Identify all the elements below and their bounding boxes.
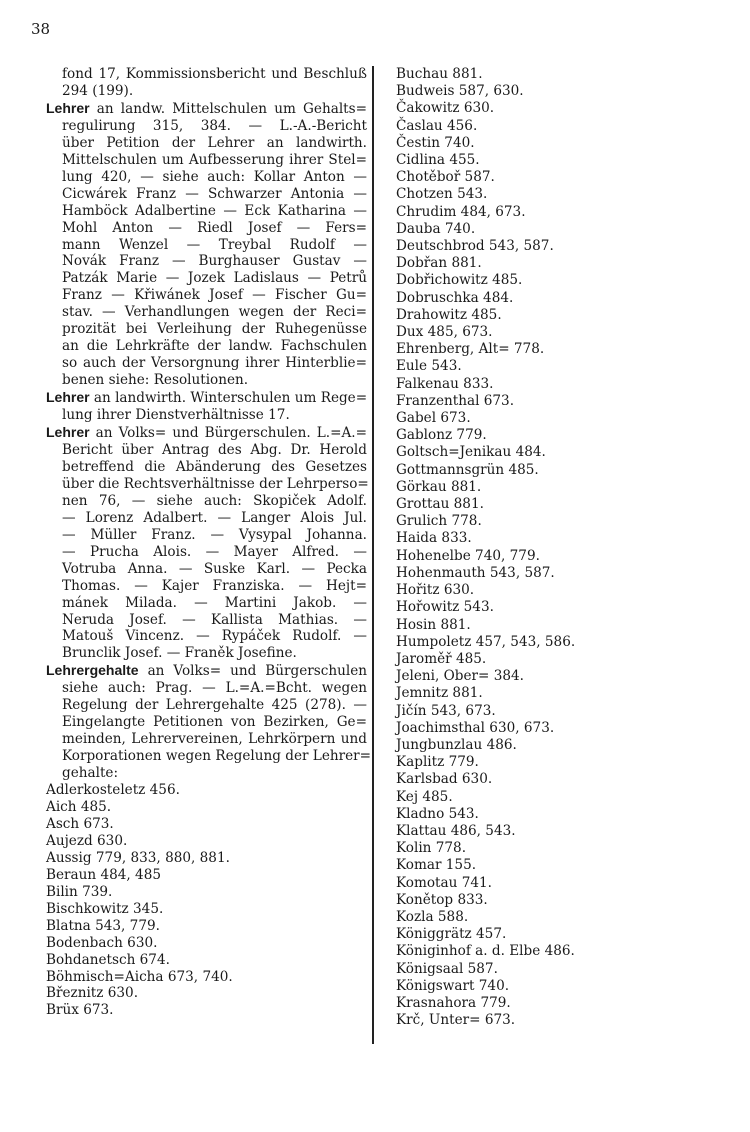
index-entry [46, 66, 367, 100]
place-entry: Časlau 456. [396, 117, 478, 134]
entry-line: Korporationen wegen Regelung der Lehrer= [62, 748, 372, 765]
place-entry: Königinhof a. d. Elbe 486. [396, 943, 575, 960]
place-entry: Haida 833. [396, 530, 472, 547]
entry-line: Thomas. — Kajer Franziska. — Hejt= [62, 577, 367, 594]
page-number: 38 [31, 20, 51, 38]
entry-line [46, 389, 367, 407]
place-entry: Bodenbach 630. [46, 934, 158, 951]
entry-line: 294 (199). [62, 82, 134, 99]
place-entry: Jaroměř 485. [396, 650, 487, 667]
place-entry: Aussig 779, 833, 880, 881. [46, 849, 230, 866]
place-entry: Hořitz 630. [396, 582, 475, 599]
entry-line [46, 424, 367, 442]
place-entry: Beraun 484, 485 [46, 866, 162, 883]
entry-line: über Petition der Lehrer an landwirth. [62, 134, 367, 151]
entry-line: Mohl Anton — Riedl Josef — Fers= [62, 219, 367, 236]
entry-line: mánek Milada. — Martini Jakob. — [62, 594, 367, 611]
place-entry: Chotzen 543. [396, 186, 488, 203]
entry-line: Mittelschulen um Aufbesserung ihrer Stel= [62, 151, 367, 168]
place-entry: Hohenelbe 740, 779. [396, 547, 540, 564]
place-entry: Čakowitz 630. [396, 100, 495, 117]
entry-line: — Prucha Alois. — Mayer Alfred. — [62, 543, 367, 560]
place-entry: Dobruschka 484. [396, 289, 514, 306]
entry-line: Eingelangte Petitionen von Bezirken, Ge= [62, 714, 367, 731]
place-entry: Komar 155. [396, 857, 477, 874]
place-entry: Chrudim 484, 673. [396, 203, 526, 220]
place-entry: Dux 485, 673. [396, 324, 493, 341]
place-entry: Joachimsthal 630, 673. [396, 719, 555, 736]
entry-line: Hamböck Adalbertine — Eck Katharina — [62, 202, 367, 219]
entry-line: lung 420, — siehe auch: Kollar Anton — [62, 168, 367, 185]
entry-line: so auch der Versorgnung ihrer Hinterblie= [62, 355, 367, 372]
place-entry: Grottau 881. [396, 496, 484, 513]
entry-line: Bericht über Antrag des Abg. Dr. Herold [62, 441, 367, 458]
entry-line: mann Wenzel — Treybal Rudolf — [62, 236, 367, 253]
column-divider [372, 66, 374, 1044]
entry-line: prozität bei Verleihung der Ruhegenüsse [62, 321, 367, 338]
place-entry: Gablonz 779. [396, 427, 487, 444]
entry-line: Cicwárek Franz — Schwarzer Antonia — [62, 185, 367, 202]
place-entry: Krč, Unter= 673. [396, 1012, 516, 1029]
place-entry: Gottmannsgrün 485. [396, 461, 539, 478]
entry-line: lung ihrer Dienstverhältnisse 17. [62, 407, 290, 424]
place-entry: Goltsch=Jenikau 484. [396, 444, 546, 461]
place-entry: Hosin 881. [396, 616, 471, 633]
place-entry: Konětop 833. [396, 891, 488, 908]
entry-line: betreffend die Abänderung des Gesetzes [62, 458, 367, 475]
place-entry: Drahowitz 485. [396, 306, 502, 323]
place-entry: Budweis 587, 630. [396, 83, 524, 100]
entry-line: nen 76, — siehe auch: Skopiček Adolf. [62, 492, 367, 509]
entry-line: über die Rechtsverhältnisse der Lehrperso= [62, 475, 369, 492]
right-column [396, 66, 696, 1029]
entry-line: — Lorenz Adalbert. — Langer Alois Jul. [62, 509, 367, 526]
place-entry: Ehrenberg, Alt= 778. [396, 341, 545, 358]
entry-text: an Volks= und Bürgerschulen [138, 663, 367, 680]
place-entry: Chotěboř 587. [396, 169, 495, 186]
entry-line: an die Lehrkräfte der landw. Fachschulen [62, 338, 367, 355]
entry-heading: Lehrer [46, 389, 90, 406]
place-entry: Bohdanetsch 674. [46, 951, 170, 968]
place-entry: Jičín 543, 673. [396, 702, 496, 719]
place-entry: Brüx 673. [46, 1002, 114, 1019]
place-entry: Blatna 543, 779. [46, 917, 160, 934]
place-entry: Königswart 740. [396, 977, 510, 994]
place-entry: Kej 485. [396, 788, 453, 805]
entry-text: an landwirth. Winterschulen um Rege= [89, 390, 368, 407]
left-column [46, 66, 372, 1019]
place-entry: Franzenthal 673. [396, 392, 515, 409]
place-entry: Dobřan 881. [396, 255, 482, 272]
entry-text: an landw. Mittelschulen um Gehalts= [89, 100, 367, 117]
place-entry: Falkenau 833. [396, 375, 494, 392]
place-entry: Dauba 740. [396, 220, 476, 237]
place-entry: Dobřichowitz 485. [396, 272, 523, 289]
entry-line: regulirung 315, 384. — L.-A.-Bericht [62, 117, 367, 134]
place-entry: Humpoletz 457, 543, 586. [396, 633, 576, 650]
entry-line [46, 662, 367, 680]
index-entry [46, 100, 367, 389]
place-entry: Görkau 881. [396, 478, 482, 495]
entry-line: Neruda Josef. — Kallista Mathias. — [62, 611, 367, 628]
place-entry: Čestin 740. [396, 134, 475, 151]
entry-line: meinden, Lehrervereinen, Lehrkörpern und [62, 731, 367, 748]
entry-line: stav. — Verhandlungen wegen der Reci= [62, 304, 367, 321]
place-entry: Kladno 543. [396, 805, 479, 822]
entry-line [46, 100, 367, 118]
place-entry: Jeleni, Ober= 384. [396, 668, 524, 685]
index-entry [46, 389, 367, 424]
place-entry: Aich 485. [46, 798, 112, 815]
place-entry: Königsaal 587. [396, 960, 498, 977]
place-entry: Březnitz 630. [46, 985, 139, 1002]
place-entry: Bilin 739. [46, 883, 113, 900]
place-entry: Buchau 881. [396, 66, 483, 82]
place-entry: Adlerkosteletz 456. [46, 782, 180, 799]
entry-line: fond 17, Kommissionsbericht und Beschluß [62, 66, 367, 82]
entry-line: Brunclik Josef. — Franěk Josefine. [62, 645, 297, 662]
place-entry: Klattau 486, 543. [396, 822, 516, 839]
place-entry: Hohenmauth 543, 587. [396, 564, 555, 581]
place-entry: Bischkowitz 345. [46, 900, 164, 917]
index-entry [46, 424, 367, 662]
entry-line: siehe auch: Prag. — L.=A.=Bcht. wegen [62, 680, 367, 697]
entry-line: — Müller Franz. — Vysypal Johanna. [62, 526, 367, 543]
entry-line: gehalte: [62, 765, 119, 782]
entry-line: Matouš Vincenz. — Rypáček Rudolf. — [62, 628, 367, 645]
entry-heading: Lehrergehalte [46, 662, 139, 679]
place-entry: Asch 673. [46, 815, 114, 832]
entry-text: an Volks= und Bürgerschulen. L.=A.= [89, 425, 367, 442]
place-entry: Karlsbad 630. [396, 771, 493, 788]
place-entry: Jungbunzlau 486. [396, 736, 517, 753]
place-entry: Cidlina 455. [396, 152, 480, 169]
entry-line: Novák Franz — Burghauser Gustav — [62, 253, 367, 270]
place-entry: Jemnitz 881. [396, 685, 483, 702]
entry-line: Patzák Marie — Jozek Ladislaus — Petrů [62, 270, 367, 287]
entry-line: benen siehe: Resolutionen. [62, 372, 249, 389]
place-entry: Kozla 588. [396, 908, 469, 925]
place-entry: Böhmisch=Aicha 673, 740. [46, 968, 233, 985]
entry-heading: Lehrer [46, 99, 90, 116]
entry-line: Votruba Anna. — Suske Karl. — Pecka [62, 560, 367, 577]
place-entry: Grulich 778. [396, 513, 482, 530]
place-entry: Königgrätz 457. [396, 926, 507, 943]
entry-line: Regelung der Lehrergehalte 425 (278). — [62, 697, 367, 714]
place-entry: Kaplitz 779. [396, 754, 479, 771]
place-entry: Gabel 673. [396, 410, 471, 427]
place-entry: Krasnahora 779. [396, 994, 511, 1011]
place-entry: Hořowitz 543. [396, 599, 494, 616]
entry-heading: Lehrer [46, 424, 90, 441]
place-entry: Deutschbrod 543, 587. [396, 238, 554, 255]
entry-line: Franz — Křiwánek Josef — Fischer Gu= [62, 287, 367, 304]
place-entry: Kolin 778. [396, 840, 467, 857]
place-entry: Komotau 741. [396, 874, 492, 891]
index-entry [46, 662, 372, 782]
place-entry: Aujezd 630. [46, 832, 128, 849]
place-entry: Eule 543. [396, 358, 462, 375]
